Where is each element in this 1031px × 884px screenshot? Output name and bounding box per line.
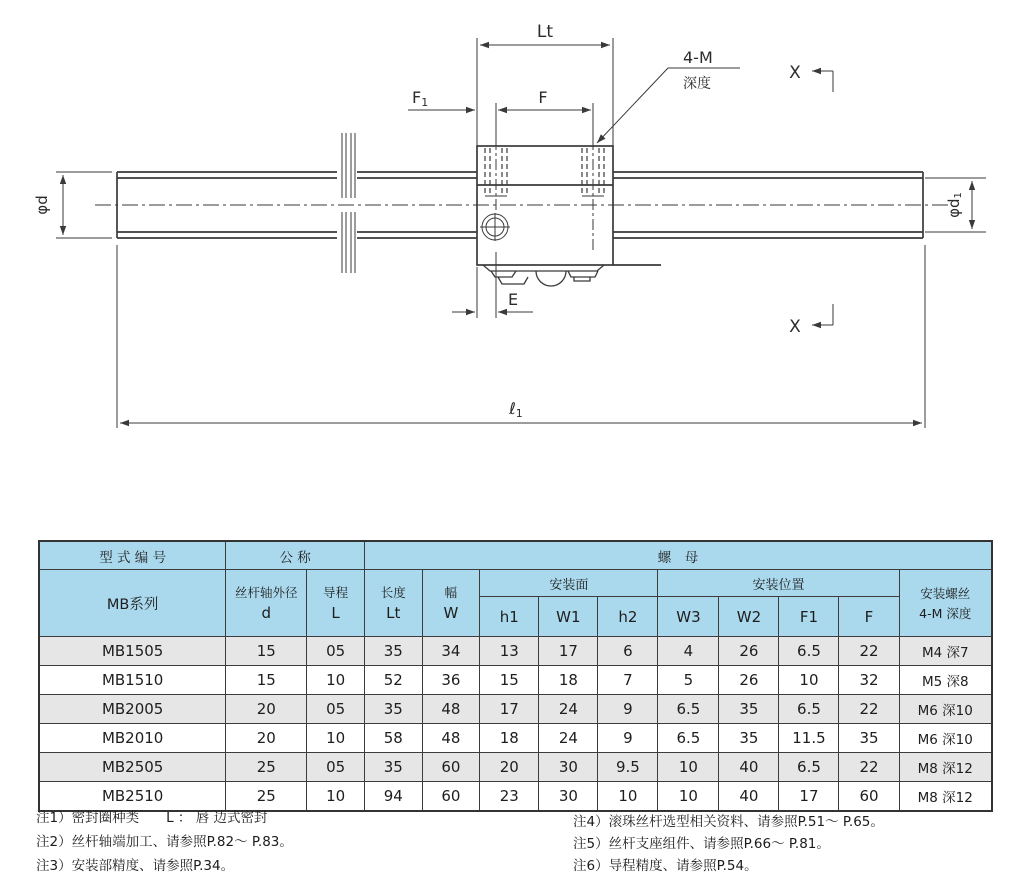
- header-length: 长度 Lt: [364, 570, 422, 637]
- header-mount-face-group: 安装面: [480, 570, 658, 597]
- notes-left: [36, 806, 293, 878]
- notes-right: [573, 811, 884, 877]
- table-row: MB1510 15 10 52 36 15 18 7 5 26 10 32 M5 深8: [39, 666, 992, 695]
- header-w3: W3: [658, 597, 719, 637]
- dimension-l1: [117, 245, 925, 428]
- note-line: 注2）丝杆轴端加工、请参照P.82～ P.83。: [36, 834, 293, 850]
- header-f: F: [839, 597, 899, 637]
- model-cell: MB2010: [39, 724, 226, 753]
- screw-callout-size: 4-M: [683, 48, 713, 67]
- header-w2: W2: [719, 597, 779, 637]
- svg-text:X: X: [789, 63, 801, 83]
- dim-label-phi-d1: φd1: [945, 192, 964, 218]
- header-mount-pos-group: 安装位置: [658, 570, 899, 597]
- header-w1: W1: [539, 597, 598, 637]
- svg-text:X: X: [789, 317, 801, 337]
- spec-table: [38, 540, 993, 812]
- table-row: MB2505 25 05 35 60 20 30 9.5 10 40 6.5 22 M8 深12: [39, 753, 992, 782]
- table-row: MB1505 15 05 35 34 13 17 6 4 26 6.5 22 M4 深7: [39, 637, 992, 666]
- dim-label-phi-d: φd: [33, 195, 51, 215]
- dim-label-f1: F1: [412, 88, 429, 109]
- header-nominal-group: 公 称: [226, 541, 365, 570]
- header-series: MB系列: [39, 570, 226, 637]
- table-row: MB2010 20 10 58 48 18 24 9 6.5 35 11.5 35 M6 深10: [39, 724, 992, 753]
- model-cell: MB1505: [39, 637, 226, 666]
- table-row: MB2005 20 05 35 48 17 24 9 6.5 35 6.5 22 M6 深10: [39, 695, 992, 724]
- screw-callout-depth: 深度: [683, 76, 711, 92]
- dimension-f1-f: [408, 88, 593, 140]
- section-mark-x-bottom: [789, 304, 833, 337]
- dim-label-l1: ℓ1: [509, 399, 523, 420]
- header-shaft-od: 丝杆轴外径 d: [226, 570, 307, 637]
- note-line: 注6）导程精度、请参照P.54。: [573, 858, 758, 874]
- dim-label-f: F: [538, 88, 548, 107]
- model-cell: MB2510: [39, 782, 226, 812]
- header-h2: h2: [598, 597, 658, 637]
- dim-label-e: E: [507, 290, 519, 309]
- note-line: 注3）安装部精度、请参照P.34。: [36, 858, 235, 874]
- note-line: 注1）密封圈种类 L ： 唇 边式密封: [36, 810, 268, 826]
- note-line: 注5）丝杆支座组件、请参照P.66～ P.81。: [573, 836, 830, 852]
- table-row: MB2510 25 10 94 60 23 30 10 10 40 17 60 M8 深12: [39, 782, 992, 812]
- header-h1: h1: [480, 597, 539, 637]
- section-mark-x-top: [789, 63, 833, 92]
- header-nut-group: 螺 母: [364, 541, 992, 570]
- header-lead: 导程 L: [307, 570, 365, 637]
- wiper-profile: [483, 265, 604, 286]
- dim-label-lt: Lt: [536, 22, 554, 42]
- header-mount-screw: 安装螺丝 4-M 深度: [899, 570, 992, 637]
- break-mark: [342, 133, 355, 273]
- header-width: 幅 W: [422, 570, 480, 637]
- screw-callout: [597, 48, 740, 143]
- header-model-group: 型 式 编 号: [39, 541, 226, 570]
- model-cell: MB1510: [39, 666, 226, 695]
- model-cell: MB2505: [39, 753, 226, 782]
- note-line: 注4）滚珠丝杆选型相关资料、请参照P.51～ P.65。: [573, 814, 884, 830]
- ball-nut: [477, 139, 661, 286]
- header-f1: F1: [779, 597, 839, 637]
- model-cell: MB2005: [39, 695, 226, 724]
